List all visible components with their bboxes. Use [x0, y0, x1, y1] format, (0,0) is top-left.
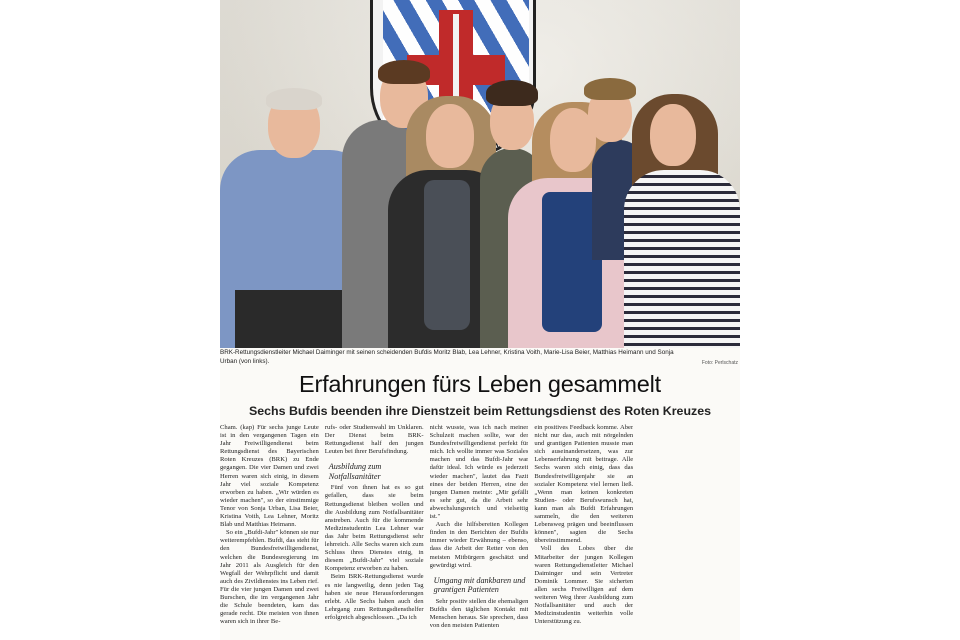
paragraph: Voll des Lobes über die Mitarbeiter der jungen Kollegen waren Rettungsdienstleiter Michael Daiminger und sein Vertreter Dominik Lommer. Sie sicherten allen sechs Freiwilligen auf dem weiteren Weg ihrer Ausbildung zum Notfallsanitäter und auch der Medizinstudentin weiterhin volle Unterstützung zu. — [534, 545, 634, 626]
paragraph: Cham. (kap) Für sechs junge Leute ist in den vergangenen Tagen ein Jahr Freiwilligendienst beim Rettungsdienst des Bayerischen Roten Kreuzes (BRK) zu Ende gegangen. Die vier Damen und zwei Herren waren sich einig, in diesem Jahr viel soziale Kompetenz erworben zu haben. „Wir würden es wieder machen", so der einstimmige Tenor von Sonja Urban, Lisa Beier, Kristina Voith, Lea Lehner, Moritz Blab und Matthias Heimann. — [220, 424, 319, 529]
paragraph: ein positives Feedback komme. Aber nicht nur das, auch mit nörgelnden und grantigen Patienten musste man sich auseinandersetzen, was zur Lebenserfahrung mit beitrage. Alle Sechs waren sich einig, dass das Bundesfreiwilligenjahr sie an sozialer Kompetenz viel lernen ließ. „Wenn man keinen konkreten Studien- oder Berufswunsch hat, kann man als Bufdi Erfahrungen sammeln, die den weiteren Lebensweg prägen und beeinflussen können", sagten die Sechs übereinstimmend. — [534, 424, 634, 545]
section-subheading: Umgang mit dankbaren und grantigen Patienten — [433, 575, 526, 595]
photo-caption-line-2: Urban (von links). — [220, 358, 270, 365]
article-column-1 — [220, 424, 319, 640]
section-subheading: Ausbildung zum Notfallsanitäter — [328, 462, 382, 481]
paragraph: nicht wusste, was ich nach meiner Schulzeit machen sollte, war der Bundesfreiwilligendienst perfekt für mich. Ich wollte immer was Soziales machen und das Bufdi-Jahr war dafür ideal. Ich würde es jederzeit wieder machen", lautet das Fazit eines der beiden Herren, eine der jungen Damen meinte: „Mir gefällt es sehr gut, da die Arbeit sehr abwechslungsreich und vielseitig ist." — [429, 424, 529, 521]
paragraph: Beim BRK-Rettungsdienst wurde es nie langweilig, denn jeden Tag haben sie neue Herausforderungen erlebt. Alle Sechs haben auch den Lehrgang zum Rettungsdiensthelfer erfolgreich abgeschlossen. „Da ich — [324, 573, 424, 621]
article-body — [220, 424, 740, 640]
paragraph: Auch die hilfsbereiten Kollegen finden in den Berichten der Bufdis immer wieder Erwähnung – ebenso, dass die Arbeit der Retter von den meisten Mitbürgern geschätzt und gewürdigt wird. — [429, 521, 529, 569]
article-headline: Erfahrungen fürs Leben gesammelt — [299, 371, 661, 397]
article-column-2 — [325, 424, 424, 640]
group-photo — [220, 0, 740, 348]
photo-caption — [220, 348, 740, 366]
article-subheadline: Sechs Bufdis beenden ihre Dienstzeit beim Rettungsdienst des Roten Kreuzes — [249, 404, 711, 418]
paragraph: So ein „Bufdi-Jahr" können sie nur weiterempfehlen. Bufdi, das steht für den Bundesfreiwilligendienst, welchen die Bundesregierung im Jahr 2011 als Ausgleich für den Wegfall der Wehrpflicht und damit auch des Zivildienstes ins Leben rief. Für die vier jungen Damen und zwei Burschen, die im vergangenen Jahr die Schule beendeten, kam das gerade recht. Die meisten von ihnen waren sich in ihrer Be- — [220, 529, 319, 626]
paragraph: Sehr positiv stellen die ehemaligen Bufdis den täglichen Kontakt mit Menschen heraus. Sie sprechen, dass von den meisten Patienten — [429, 597, 529, 629]
newspaper-clipping — [220, 0, 740, 640]
article-column-3 — [430, 424, 529, 640]
photo-credit: Foto: Perlschatz — [701, 360, 738, 366]
article-column-4 — [534, 424, 633, 640]
paragraph: Fünf von ihnen hat es so gut gefallen, dass sie beim Rettungsdienst bleiben wollen und die Ausbildung zum Notfallsanitäter anstreben. Auch für die kommende Medizinstudentin Lea Lehner war das Jahr beim Rettungsdienst sehr lehrreich. Alle Sechs waren sich zum Schluss ihres Dienstes einig, in diesem „Bufdi-Jahr" viel soziale Kompetenz erworben zu haben. — [324, 484, 424, 573]
photo-caption-line-1: BRK-Rettungsdienstleiter Michael Daiminger mit seinen scheidenden Bufdis Moritz Blab, Lea Lehner, Kristina Voith, Marie-Lisa Beier, Matthias Heimann und Sonja — [220, 349, 674, 356]
paragraph: rufs- oder Studienwahl im Unklaren. Der Dienst beim BRK-Rettungsdienst half den jungen Leuten bei ihrer Berufsfindung. — [324, 424, 424, 456]
